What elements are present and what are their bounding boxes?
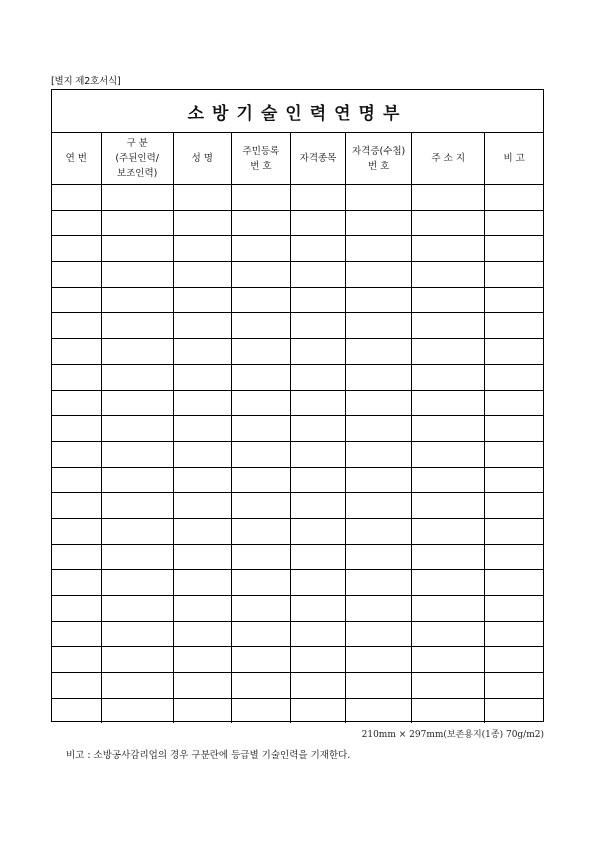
table-row bbox=[52, 673, 543, 699]
cell-seq[interactable] bbox=[52, 185, 101, 211]
cell-category[interactable] bbox=[101, 262, 173, 288]
cell-note[interactable] bbox=[485, 518, 543, 544]
cell-rrn[interactable] bbox=[231, 185, 290, 211]
cell-qualification[interactable] bbox=[290, 416, 345, 442]
column-header-qualification bbox=[290, 133, 345, 185]
cell-qualification[interactable] bbox=[290, 570, 345, 596]
cell-name[interactable] bbox=[173, 390, 231, 416]
cell-name[interactable] bbox=[173, 518, 231, 544]
cell-category[interactable] bbox=[101, 236, 173, 262]
cell-license[interactable] bbox=[346, 698, 412, 723]
cell-qualification[interactable] bbox=[290, 596, 345, 622]
cell-name[interactable] bbox=[173, 441, 231, 467]
cell-license[interactable] bbox=[346, 210, 412, 236]
table-body bbox=[52, 185, 543, 724]
cell-name[interactable] bbox=[173, 210, 231, 236]
cell-address[interactable] bbox=[412, 185, 485, 211]
cell-seq[interactable] bbox=[52, 570, 101, 596]
cell-license[interactable] bbox=[346, 262, 412, 288]
column-header-line: 연 번 bbox=[65, 153, 87, 164]
cell-rrn[interactable] bbox=[231, 339, 290, 365]
cell-category[interactable] bbox=[101, 364, 173, 390]
table-row bbox=[52, 210, 543, 236]
cell-category[interactable] bbox=[101, 185, 173, 211]
cell-seq[interactable] bbox=[52, 390, 101, 416]
table-row bbox=[52, 287, 543, 313]
roster-table bbox=[52, 133, 543, 723]
cell-category[interactable] bbox=[101, 596, 173, 622]
cell-rrn[interactable] bbox=[231, 390, 290, 416]
cell-address[interactable] bbox=[412, 647, 485, 673]
cell-rrn[interactable] bbox=[231, 287, 290, 313]
cell-name[interactable] bbox=[173, 570, 231, 596]
cell-rrn[interactable] bbox=[231, 210, 290, 236]
cell-address[interactable] bbox=[412, 262, 485, 288]
remark-note: 비고 : 소방공사감리업의 경우 구분란에 등급별 기술인력을 기재한다. bbox=[66, 750, 351, 761]
cell-category[interactable] bbox=[101, 210, 173, 236]
table-row bbox=[52, 493, 543, 519]
cell-note[interactable] bbox=[485, 210, 543, 236]
cell-address[interactable] bbox=[412, 390, 485, 416]
cell-address[interactable] bbox=[412, 287, 485, 313]
cell-address[interactable] bbox=[412, 441, 485, 467]
cell-address[interactable] bbox=[412, 570, 485, 596]
cell-qualification[interactable] bbox=[290, 390, 345, 416]
cell-name[interactable] bbox=[173, 621, 231, 647]
cell-qualification[interactable] bbox=[290, 647, 345, 673]
table-row bbox=[52, 185, 543, 211]
cell-note[interactable] bbox=[485, 416, 543, 442]
cell-address[interactable] bbox=[412, 544, 485, 570]
cell-note[interactable] bbox=[485, 262, 543, 288]
table-row bbox=[52, 416, 543, 442]
cell-license[interactable] bbox=[346, 390, 412, 416]
column-header-name bbox=[173, 133, 231, 185]
cell-seq[interactable] bbox=[52, 647, 101, 673]
cell-address[interactable] bbox=[412, 621, 485, 647]
cell-seq[interactable] bbox=[52, 262, 101, 288]
cell-category[interactable] bbox=[101, 287, 173, 313]
cell-category[interactable] bbox=[101, 416, 173, 442]
cell-qualification[interactable] bbox=[290, 236, 345, 262]
table-row bbox=[52, 570, 543, 596]
cell-note[interactable] bbox=[485, 621, 543, 647]
column-header-note bbox=[485, 133, 543, 185]
cell-note[interactable] bbox=[485, 287, 543, 313]
cell-rrn[interactable] bbox=[231, 441, 290, 467]
table-header-row bbox=[52, 133, 543, 185]
cell-category[interactable] bbox=[101, 570, 173, 596]
cell-rrn[interactable] bbox=[231, 262, 290, 288]
cell-license[interactable] bbox=[346, 236, 412, 262]
cell-seq[interactable] bbox=[52, 236, 101, 262]
cell-rrn[interactable] bbox=[231, 467, 290, 493]
cell-category[interactable] bbox=[101, 518, 173, 544]
cell-qualification[interactable] bbox=[290, 518, 345, 544]
cell-name[interactable] bbox=[173, 493, 231, 519]
cell-license[interactable] bbox=[346, 467, 412, 493]
cell-rrn[interactable] bbox=[231, 416, 290, 442]
column-header-line: 비 고 bbox=[503, 153, 525, 164]
cell-category[interactable] bbox=[101, 647, 173, 673]
cell-license[interactable] bbox=[346, 518, 412, 544]
cell-seq[interactable] bbox=[52, 673, 101, 699]
cell-seq[interactable] bbox=[52, 493, 101, 519]
cell-note[interactable] bbox=[485, 339, 543, 365]
cell-note[interactable] bbox=[485, 570, 543, 596]
cell-note[interactable] bbox=[485, 185, 543, 211]
form-number-label: [별지 제2호서식] bbox=[51, 76, 121, 87]
cell-qualification[interactable] bbox=[290, 210, 345, 236]
cell-category[interactable] bbox=[101, 544, 173, 570]
cell-address[interactable] bbox=[412, 596, 485, 622]
column-header-line: 번 호 bbox=[250, 160, 272, 172]
cell-license[interactable] bbox=[346, 544, 412, 570]
column-header-line: 주민등록 bbox=[242, 145, 280, 157]
cell-category[interactable] bbox=[101, 621, 173, 647]
cell-seq[interactable] bbox=[52, 364, 101, 390]
cell-note[interactable] bbox=[485, 673, 543, 699]
cell-license[interactable] bbox=[346, 185, 412, 211]
cell-seq[interactable] bbox=[52, 621, 101, 647]
cell-seq[interactable] bbox=[52, 313, 101, 339]
cell-note[interactable] bbox=[485, 647, 543, 673]
cell-rrn[interactable] bbox=[231, 570, 290, 596]
cell-license[interactable] bbox=[346, 596, 412, 622]
form-title: 소방기술인력연명부 bbox=[52, 90, 543, 133]
cell-seq[interactable] bbox=[52, 287, 101, 313]
table-row bbox=[52, 518, 543, 544]
cell-name[interactable] bbox=[173, 287, 231, 313]
cell-name[interactable] bbox=[173, 673, 231, 699]
cell-rrn[interactable] bbox=[231, 544, 290, 570]
column-header-line: 주 소 지 bbox=[431, 153, 466, 164]
column-header-line: (주된인력/ bbox=[115, 153, 159, 164]
cell-note[interactable] bbox=[485, 596, 543, 622]
cell-rrn[interactable] bbox=[231, 596, 290, 622]
cell-license[interactable] bbox=[346, 673, 412, 699]
cell-name[interactable] bbox=[173, 339, 231, 365]
cell-qualification[interactable] bbox=[290, 441, 345, 467]
cell-rrn[interactable] bbox=[231, 493, 290, 519]
cell-qualification[interactable] bbox=[290, 544, 345, 570]
cell-license[interactable] bbox=[346, 287, 412, 313]
cell-name[interactable] bbox=[173, 647, 231, 673]
paper-spec: 210mm × 297mm(보존용지(1종) 70g/m2) bbox=[361, 730, 544, 740]
cell-license[interactable] bbox=[346, 570, 412, 596]
table-row bbox=[52, 698, 543, 723]
cell-address[interactable] bbox=[412, 210, 485, 236]
cell-note[interactable] bbox=[485, 313, 543, 339]
cell-name[interactable] bbox=[173, 596, 231, 622]
cell-name[interactable] bbox=[173, 262, 231, 288]
cell-seq[interactable] bbox=[52, 441, 101, 467]
cell-category[interactable] bbox=[101, 673, 173, 699]
cell-category[interactable] bbox=[101, 698, 173, 723]
table-row bbox=[52, 236, 543, 262]
cell-rrn[interactable] bbox=[231, 647, 290, 673]
cell-qualification[interactable] bbox=[290, 339, 345, 365]
cell-name[interactable] bbox=[173, 364, 231, 390]
cell-category[interactable] bbox=[101, 339, 173, 365]
cell-rrn[interactable] bbox=[231, 621, 290, 647]
cell-category[interactable] bbox=[101, 493, 173, 519]
column-header-license bbox=[346, 133, 412, 185]
cell-qualification[interactable] bbox=[290, 287, 345, 313]
cell-address[interactable] bbox=[412, 416, 485, 442]
table-row bbox=[52, 647, 543, 673]
cell-rrn[interactable] bbox=[231, 364, 290, 390]
column-header-line: 자격종목 bbox=[299, 153, 337, 164]
cell-note[interactable] bbox=[485, 441, 543, 467]
cell-address[interactable] bbox=[412, 698, 485, 723]
cell-license[interactable] bbox=[346, 441, 412, 467]
cell-qualification[interactable] bbox=[290, 185, 345, 211]
cell-name[interactable] bbox=[173, 467, 231, 493]
cell-seq[interactable] bbox=[52, 210, 101, 236]
table-row bbox=[52, 364, 543, 390]
cell-qualification[interactable] bbox=[290, 493, 345, 519]
cell-seq[interactable] bbox=[52, 518, 101, 544]
cell-rrn[interactable] bbox=[231, 518, 290, 544]
column-header-line: 자격증(수첩) bbox=[351, 145, 406, 157]
cell-qualification[interactable] bbox=[290, 467, 345, 493]
cell-seq[interactable] bbox=[52, 596, 101, 622]
cell-address[interactable] bbox=[412, 339, 485, 365]
cell-license[interactable] bbox=[346, 416, 412, 442]
column-header-line: 성 명 bbox=[191, 153, 213, 164]
roster-form bbox=[51, 89, 544, 722]
cell-note[interactable] bbox=[485, 544, 543, 570]
column-header-rrn bbox=[231, 133, 290, 185]
column-header-category bbox=[101, 133, 173, 185]
cell-name[interactable] bbox=[173, 313, 231, 339]
cell-address[interactable] bbox=[412, 364, 485, 390]
cell-address[interactable] bbox=[412, 313, 485, 339]
cell-address[interactable] bbox=[412, 673, 485, 699]
cell-qualification[interactable] bbox=[290, 262, 345, 288]
column-header-line: 번 호 bbox=[367, 160, 390, 172]
cell-note[interactable] bbox=[485, 698, 543, 723]
cell-category[interactable] bbox=[101, 441, 173, 467]
cell-qualification[interactable] bbox=[290, 698, 345, 723]
cell-name[interactable] bbox=[173, 185, 231, 211]
cell-category[interactable] bbox=[101, 467, 173, 493]
cell-name[interactable] bbox=[173, 416, 231, 442]
table-row bbox=[52, 544, 543, 570]
table-row bbox=[52, 596, 543, 622]
cell-license[interactable] bbox=[346, 313, 412, 339]
cell-address[interactable] bbox=[412, 518, 485, 544]
cell-note[interactable] bbox=[485, 390, 543, 416]
cell-name[interactable] bbox=[173, 698, 231, 723]
cell-license[interactable] bbox=[346, 339, 412, 365]
cell-name[interactable] bbox=[173, 544, 231, 570]
cell-address[interactable] bbox=[412, 493, 485, 519]
cell-qualification[interactable] bbox=[290, 313, 345, 339]
cell-name[interactable] bbox=[173, 236, 231, 262]
cell-qualification[interactable] bbox=[290, 364, 345, 390]
table-row bbox=[52, 262, 543, 288]
cell-license[interactable] bbox=[346, 493, 412, 519]
cell-seq[interactable] bbox=[52, 544, 101, 570]
column-header-line: 보조인력) bbox=[116, 168, 158, 179]
table-row bbox=[52, 313, 543, 339]
cell-rrn[interactable] bbox=[231, 236, 290, 262]
column-header-address bbox=[412, 133, 485, 185]
cell-category[interactable] bbox=[101, 390, 173, 416]
cell-seq[interactable] bbox=[52, 698, 101, 723]
cell-note[interactable] bbox=[485, 236, 543, 262]
cell-address[interactable] bbox=[412, 467, 485, 493]
cell-qualification[interactable] bbox=[290, 621, 345, 647]
cell-note[interactable] bbox=[485, 467, 543, 493]
cell-rrn[interactable] bbox=[231, 698, 290, 723]
cell-seq[interactable] bbox=[52, 467, 101, 493]
cell-license[interactable] bbox=[346, 621, 412, 647]
table-row bbox=[52, 339, 543, 365]
column-header-seq bbox=[52, 133, 101, 185]
table-row bbox=[52, 621, 543, 647]
cell-seq[interactable] bbox=[52, 416, 101, 442]
cell-rrn[interactable] bbox=[231, 313, 290, 339]
cell-license[interactable] bbox=[346, 364, 412, 390]
cell-seq[interactable] bbox=[52, 339, 101, 365]
cell-rrn[interactable] bbox=[231, 673, 290, 699]
table-row bbox=[52, 441, 543, 467]
cell-license[interactable] bbox=[346, 647, 412, 673]
cell-qualification[interactable] bbox=[290, 673, 345, 699]
cell-note[interactable] bbox=[485, 364, 543, 390]
table-row bbox=[52, 390, 543, 416]
cell-category[interactable] bbox=[101, 313, 173, 339]
column-header-line: 구 분 bbox=[126, 138, 148, 149]
table-row bbox=[52, 467, 543, 493]
cell-address[interactable] bbox=[412, 236, 485, 262]
cell-note[interactable] bbox=[485, 493, 543, 519]
